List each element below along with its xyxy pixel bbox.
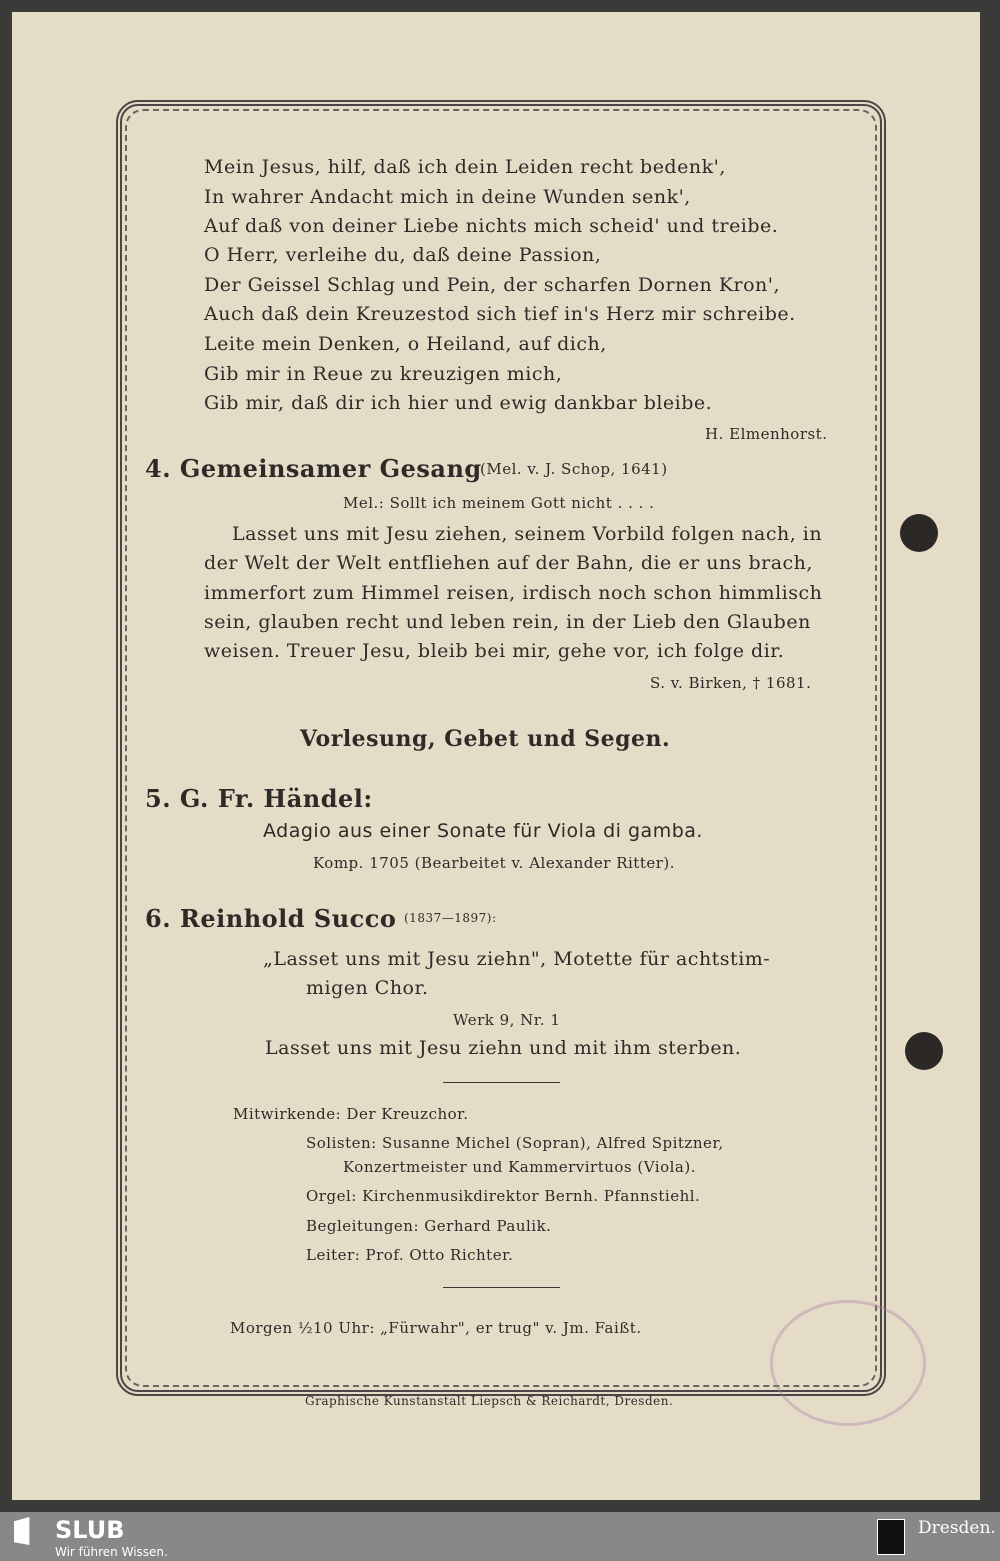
poem-line: Gib mir in Reue zu kreuzigen mich, [204, 363, 563, 385]
credit-line: Leiter: Prof. Otto Richter. [306, 1246, 514, 1264]
item-6-title: 6. Reinhold Succo [145, 904, 397, 933]
poem-line: Leite mein Denken, o Heiland, auf dich, [204, 333, 607, 355]
poem-line: In wahrer Andacht mich in deine Wunden senk', [204, 186, 691, 208]
credit-line: Begleitungen: Gerhard Paulik. [306, 1217, 552, 1235]
item-6-dates: (1837—1897): [404, 911, 497, 925]
item-4-note: (Mel. v. J. Schop, 1641) [480, 460, 668, 478]
brand-name: SLUB [55, 1516, 125, 1544]
item-6-line: Lasset uns mit Jesu ziehn und mit ihm sterben. [265, 1037, 742, 1059]
poem-line: O Herr, verleihe du, daß deine Passion, [204, 244, 602, 266]
credit-line: Solisten: Susanne Michel (Sopran), Alfred Spitzner, [306, 1134, 724, 1152]
brand-tagline: Wir führen Wissen. [55, 1545, 168, 1559]
item-5-note: Komp. 1705 (Bearbeitet v. Alexander Ritter). [313, 854, 676, 872]
divider [443, 1287, 560, 1288]
poem-line: Mein Jesus, hilf, daß ich dein Leiden recht bedenk', [204, 156, 726, 178]
item-4-author: S. v. Birken, † 1681. [650, 674, 812, 692]
item-6-work: „Lasset uns mit Jesu ziehn", Motette für achtstim- [263, 948, 771, 970]
section-heading: Vorlesung, Gebet und Segen. [300, 726, 671, 752]
credit-line: Orgel: Kirchenmusikdirektor Bernh. Pfannstiehl. [306, 1187, 701, 1205]
hymn-line: der Welt der Welt entfliehen auf der Bahn, die er uns brach, [204, 552, 813, 574]
hymn-line: sein, glauben recht und leben rein, in der Lieb den Glauben [204, 611, 811, 633]
credit-line: Konzertmeister und Kammervirtuos (Viola). [343, 1158, 696, 1176]
hymn-line: immerfort zum Himmel reisen, irdisch noch schon himmlisch [204, 582, 823, 604]
poem-author: H. Elmenhorst. [705, 425, 828, 443]
credit-line: Mitwirkende: Der Kreuzchor. [233, 1105, 469, 1123]
poem-line: Auch daß dein Kreuzestod sich tief in's Herz mir schreibe. [204, 303, 796, 325]
poem-line: Der Geissel Schlag und Pein, der scharfen Dornen Kron', [204, 274, 781, 296]
item-6-opus: Werk 9, Nr. 1 [453, 1011, 561, 1029]
dresden-coat-of-arms-icon [877, 1519, 905, 1555]
printer-credit: Graphische Kunstanstalt Liepsch & Reichardt, Dresden. [305, 1394, 674, 1408]
poem-line: Gib mir, daß dir ich hier und ewig dankbar bleibe. [204, 392, 713, 414]
divider [443, 1082, 560, 1083]
slub-logo-icon [14, 1517, 36, 1545]
item-5-title: 5. G. Fr. Händel: [145, 784, 373, 813]
item-6-work: migen Chor. [306, 977, 429, 999]
footer-bar [0, 1512, 1000, 1561]
item-4-title: 4. Gemeinsamer Gesang [145, 454, 482, 483]
punch-hole [905, 1032, 943, 1070]
library-stamp [770, 1300, 926, 1426]
item-5-work: Adagio aus einer Sonate für Viola di gamba. [263, 820, 703, 842]
hymn-line: weisen. Treuer Jesu, bleib bei mir, gehe vor, ich folge dir. [204, 640, 785, 662]
punch-hole [900, 514, 938, 552]
hymn-line: Lasset uns mit Jesu ziehen, seinem Vorbild folgen nach, in [232, 523, 823, 545]
tomorrow-notice: Morgen ½10 Uhr: „Fürwahr", er trug" v. Jm. Faißt. [230, 1319, 642, 1337]
item-4-melody: Mel.: Sollt ich meinem Gott nicht . . . . [343, 494, 655, 512]
poem-line: Auf daß von deiner Liebe nichts mich scheid' und treibe. [204, 215, 779, 237]
dresden-logo: Dresden. [918, 1518, 996, 1538]
